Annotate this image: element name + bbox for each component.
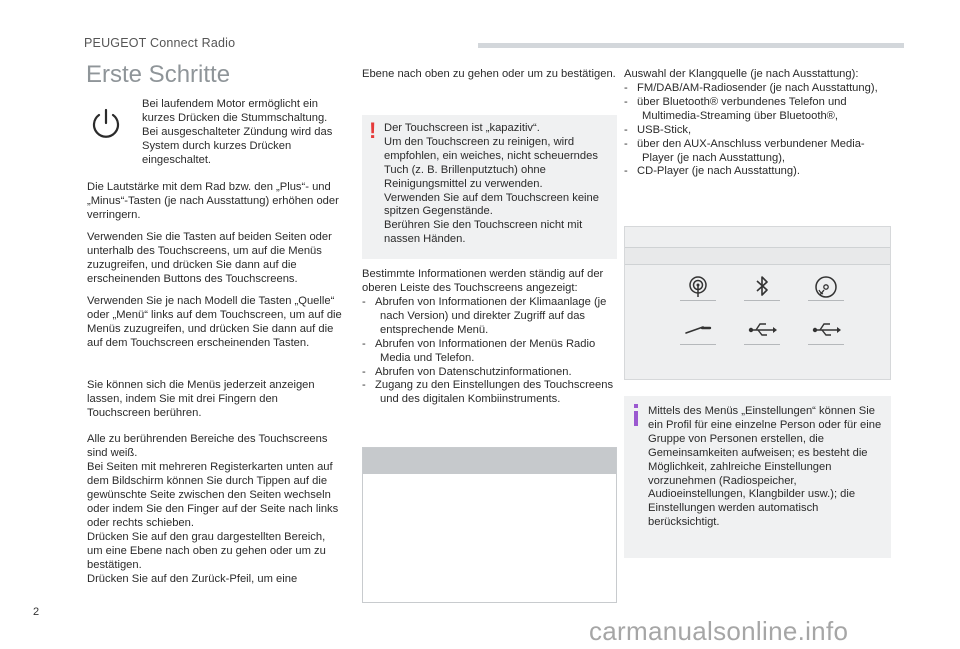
icon-divider bbox=[744, 344, 780, 345]
top-bar-list bbox=[362, 296, 618, 407]
radio-icon bbox=[681, 275, 715, 299]
power-button-description: Bei laufendem Motor ermöglicht ein kurzes Drücken die Stummschaltung. Bei ausgeschalteter Zündung wird das System durch kurzes Drücken eingeschaltet. bbox=[142, 98, 333, 166]
page-title: Erste Schritte bbox=[86, 61, 231, 88]
tabs-paragraph: Bei Seiten mit mehreren Registerkarten unten auf dem Bildschirm können Sie durch Tippen auf die gewünschte Seite zwischen den Seiten wechseln oder indem Sie den Finger auf der Seite nach links oder rechts schieben. bbox=[87, 461, 339, 529]
screen-bar bbox=[625, 248, 890, 265]
list-item: - Zugang zu den Einstellungen des Touchscreens und des digitalen Kombiinstruments. bbox=[362, 379, 614, 406]
warning-line: Um den Touchscreen zu reinigen, wird empfohlen, ein weiches, nicht scheuerndes Tuch (z. B. Brillenputztuch) ohne Reinigungsmittel zu verwenden. bbox=[384, 135, 598, 190]
info-text: Mittels des Menüs „Einstellungen“ können Sie ein Profil für eine einzelne Person oder für eine Gruppe von Personen erstellen, die Gemeinsamkeiten aufweisen; es besteht die Möglichkeit, zahlreiche Einstellungen vorzunehmen (Radiospeicher, Audioeinstellungen, Klangbilder usw.); die Einstellungen werden automatisch berücksichtigt. bbox=[648, 405, 882, 529]
volume-paragraph: Die Lautstärke mit dem Rad bzw. den „Plus“- und „Minus“-Tasten (je nach Ausstattung) erhöhen oder verringern. bbox=[87, 181, 339, 221]
warning-line: Berühren Sie den Touchscreen nicht mit nassen Händen. bbox=[384, 219, 583, 246]
warning-text bbox=[384, 122, 612, 247]
icon-divider bbox=[680, 344, 716, 345]
list-item: - CD-Player (je nach Ausstattung). bbox=[624, 165, 800, 178]
list-item: - Abrufen von Datenschutzinformationen. bbox=[362, 365, 572, 378]
info-icon bbox=[631, 404, 641, 426]
sound-source-paragraph: Auswahl der Klangquelle (je nach Ausstattung): bbox=[624, 68, 859, 80]
grey-area-paragraph: Drücken Sie auf den grau dargestellten Bereich, um eine Ebene nach oben zu gehen oder um zu bestätigen. bbox=[87, 531, 326, 571]
list-item: - über den AUX-Anschluss verbundener Media-Player (je nach Ausstattung), bbox=[624, 137, 865, 164]
white-areas-paragraph: Alle zu berührenden Bereiche des Touchscreens sind weiß. bbox=[87, 433, 328, 459]
warning-line: Verwenden Sie auf dem Touchscreen keine spitzen Gegenstände. bbox=[384, 191, 599, 218]
usb-icon bbox=[809, 318, 843, 342]
list-item: - USB-Stick, bbox=[624, 123, 692, 136]
illustration-header-bar bbox=[363, 448, 616, 474]
back-arrow-continuation: Ebene nach oben zu gehen oder um zu bestätigen. bbox=[362, 68, 616, 80]
list-item: - Abrufen von Informationen der Klimaanlage (je nach Version) und direkter Zugriff auf das entsprechende Menü. bbox=[362, 296, 607, 336]
header-rule bbox=[478, 43, 904, 48]
usb-icon bbox=[745, 318, 779, 342]
page-number: 2 bbox=[33, 606, 40, 618]
running-header: PEUGEOT Connect Radio bbox=[84, 36, 236, 50]
icon-divider bbox=[808, 300, 844, 301]
cd-icon bbox=[809, 275, 843, 299]
list-item: - Abrufen von Informationen der Menüs Radio Media und Telefon. bbox=[362, 337, 596, 364]
top-bar-paragraph: Bestimmte Informationen werden ständig auf der oberen Leiste des Touchscreens angezeigt: bbox=[362, 268, 604, 294]
icon-divider bbox=[680, 300, 716, 301]
list-item: - FM/DAB/AM-Radiosender (je nach Ausstattung), bbox=[624, 82, 878, 94]
power-icon bbox=[88, 106, 124, 142]
warning-line: Der Touchscreen ist „kapazitiv“. bbox=[384, 122, 540, 134]
source-menu-paragraph: Verwenden Sie je nach Modell die Tasten „Quelle“ oder „Menü“ links auf dem Touchscreen, um auf die Menüs zuzugreifen, und drücken Sie dann auf die auf dem Touchscreen erscheinenden Tasten. bbox=[87, 295, 342, 349]
bluetooth-icon bbox=[745, 275, 779, 299]
back-arrow-paragraph: Drücken Sie auf den Zurück-Pfeil, um eine bbox=[87, 573, 298, 585]
warning-icon: ! bbox=[369, 118, 377, 143]
aux-icon bbox=[681, 318, 715, 342]
icon-divider bbox=[744, 300, 780, 301]
icon-divider bbox=[808, 344, 844, 345]
menu-keys-paragraph: Verwenden Sie die Tasten auf beiden Seiten oder unterhalb des Touchscreens, um auf die Menüs zuzugreifen, und drücken Sie dann auf die erscheinenden Buttons des Touchscreens. bbox=[87, 231, 332, 285]
sound-source-list bbox=[624, 82, 894, 179]
list-item: - über Bluetooth® verbundenes Telefon und Multimedia-Streaming über Bluetooth®, bbox=[624, 95, 847, 122]
three-finger-paragraph: Sie können sich die Menüs jederzeit anzeigen lassen, indem Sie mit drei Fingern den Touchscreen berühren. bbox=[87, 379, 315, 419]
screen-top-strip bbox=[625, 227, 890, 248]
watermark: carmanualsonline.info bbox=[589, 616, 849, 646]
